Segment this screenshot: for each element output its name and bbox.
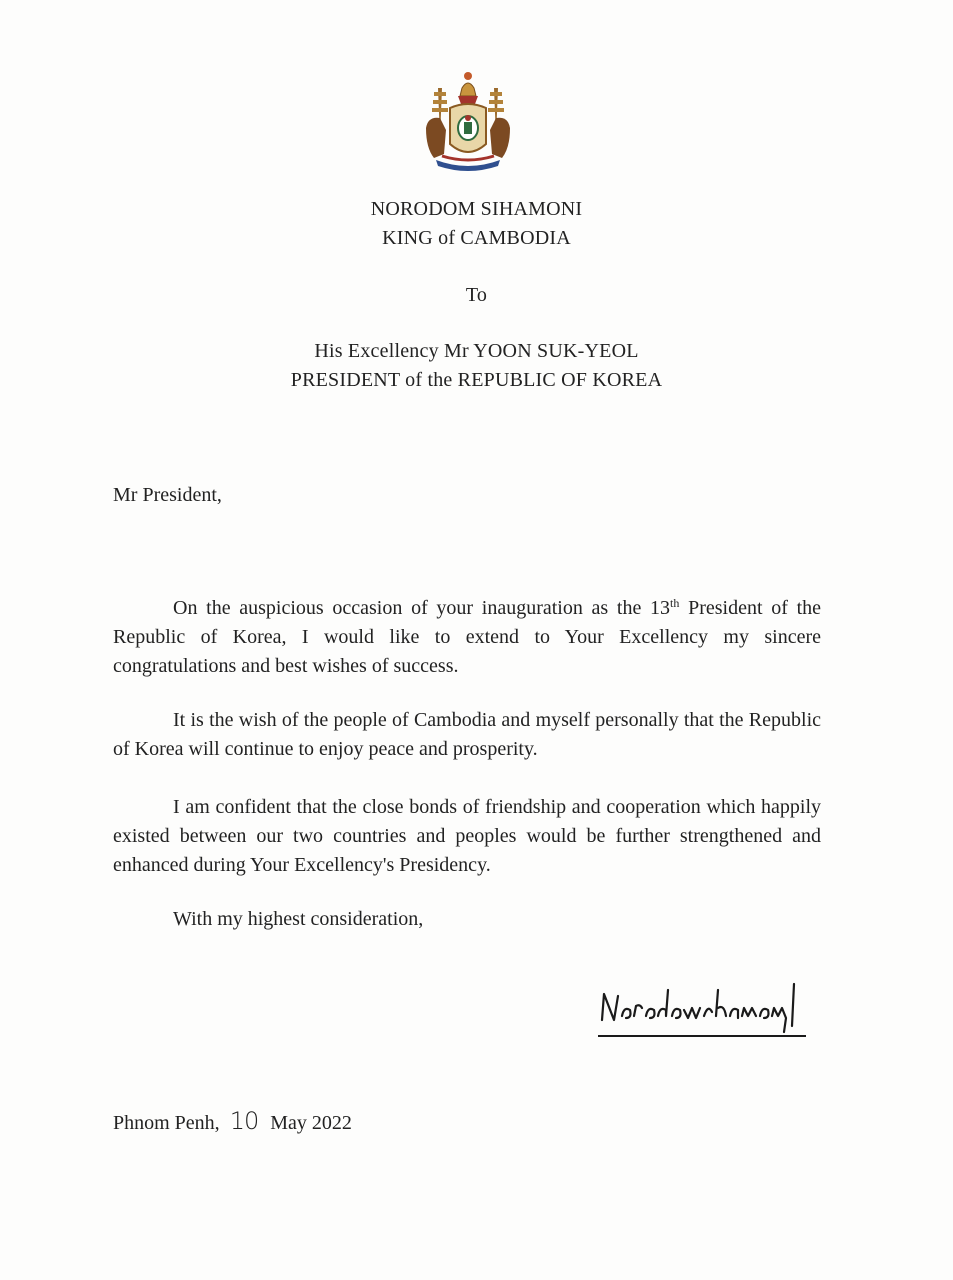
closing-line: With my highest consideration, [173,908,424,930]
sender-title: KING of CAMBODIA [382,227,571,249]
paragraph-inauguration-part2: President of the Republic of Korea, I would like to extend to Your Excellency my sincere congratulations and best wishes of success. [113,597,822,677]
paragraph-inauguration-part1: On the auspicious occasion of your inauguration as the 13 [173,597,671,619]
paragraph-wish-text: It is the wish of the people of Cambodia and myself personally that the Republic of Korea will continue to enjoy peace and prosperity. [113,709,821,760]
month-year: May 2022 [270,1112,352,1134]
royal-coat-of-arms-icon [418,68,518,176]
recipient-title: PRESIDENT of the REPUBLIC OF KOREA [290,369,663,391]
handwritten-day: 10 [229,1107,259,1135]
to-line: To [465,284,488,306]
paragraph-friendship [113,793,821,880]
paragraph-inauguration [113,594,821,681]
place: Phnom Penh, [113,1112,220,1134]
paragraph-wish [113,706,821,764]
paragraph-friendship-text: I am confident that the close bonds of friendship and cooperation which happily existed between our two countries and peoples would be further strengthened and enhanced during Your Excellency's Presidency. [113,796,821,876]
place-date-line [113,1107,352,1135]
recipient-name: His Excellency Mr YOON SUK-YEOL [314,340,639,362]
ordinal-suffix: th [670,596,680,610]
handwritten-signature-icon [592,976,814,1042]
sender-name: NORODOM SIHAMONI [370,198,583,220]
salutation: Mr President, [113,484,222,506]
